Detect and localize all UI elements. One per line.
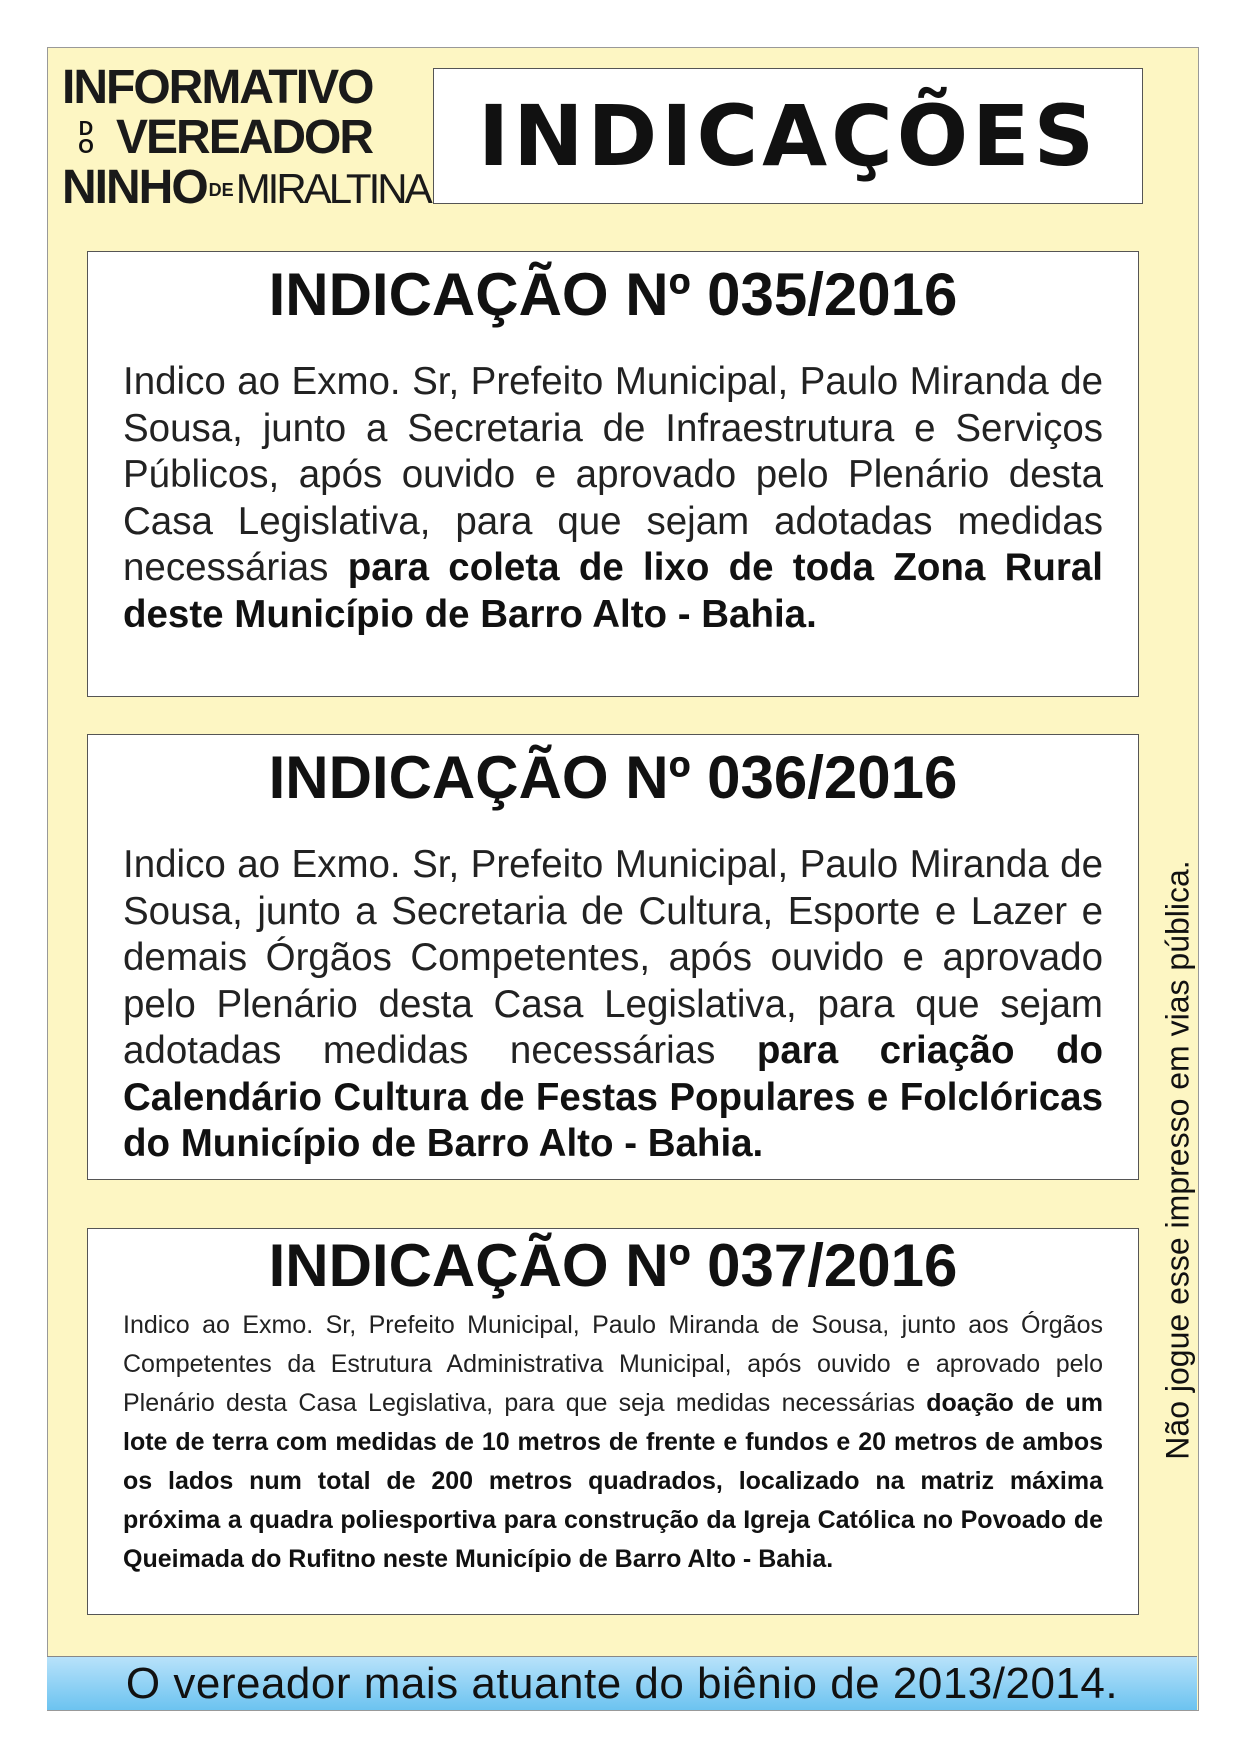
indication-title: INDICAÇÃO Nº 037/2016 xyxy=(268,1232,958,1299)
indication-text: Indico ao Exmo. Sr, Prefeito Municipal, Paulo Miranda de Sousa, junto a Secretaria de Infraestrutura e Serviços Públicos, após ouvido e aprovado pelo Plenário desta Casa Legislativa, para que sejam adotadas medidas necessárias para coleta de lixo de toda Zona Rural deste Município de Barro Alto - Bahia. xyxy=(123,360,1103,636)
indication-title: INDICAÇÃO Nº 035/2016 xyxy=(268,261,958,328)
informativo-logo xyxy=(62,61,434,214)
side-note: Não jogue esse impresso em vias pública. xyxy=(1159,860,1196,1460)
indication-highlight: doação de um lote de terra com medidas de 10 metros de frente e fundos e 20 metros de ambos os lados num total de 200 metros quadrados, localizado na matriz máxima próxima a quadra poliesportiva para construção da Igreja Católica no Povoado de Queimada do Rufitno neste Município de Barro Alto - Bahia. xyxy=(123,1389,1103,1573)
indication-highlight: para criação do Calendário Cultura de Festas Populares e Folclóricas do Município de Barro Alto - Bahia. xyxy=(123,1029,1103,1165)
indication-card xyxy=(87,734,1139,1180)
indication-title: INDICAÇÃO Nº 036/2016 xyxy=(268,744,958,811)
logo-line-name: NINHO DEMIRALTINA xyxy=(62,161,430,214)
logo-line-informativo: INFORMATIVO xyxy=(62,61,373,114)
indication-text: Indico ao Exmo. Sr, Prefeito Municipal, Paulo Miranda de Sousa, junto a Secretaria de Cultura, Esporte e Lazer e demais Órgãos Competentes, após ouvido e aprovado pelo Plenário desta Casa Legislativa, para que sejam adotadas medidas necessárias para criação do Calendário Cultura de Festas Populares e Folclóricas do Município de Barro Alto - Bahia. xyxy=(123,843,1103,1165)
indication-text: Indico ao Exmo. Sr, Prefeito Municipal, Paulo Miranda de Sousa, junto aos Órgãos Competentes da Estrutura Administrativa Municipal, após ouvido e aprovado pelo Plenário desta Casa Legislativa, para que seja medidas necessárias doação de um lote de terra com medidas de 10 metros de frente e fundos e 20 metros de ambos os lados num total de 200 metros quadrados, localizado na matriz máxima próxima a quadra poliesportiva para construção da Igreja Católica no Povoado de Queimada do Rufitno neste Município de Barro Alto - Bahia. xyxy=(123,1311,1103,1573)
footer-text: O vereador mais atuante do biênio de 2013/2014. xyxy=(125,1658,1119,1708)
header-title-box xyxy=(433,68,1143,204)
indication-card xyxy=(87,1228,1139,1615)
footer-banner xyxy=(47,1656,1197,1710)
logo-do: D O xyxy=(78,118,94,158)
indication-highlight: para coleta de lixo de toda Zona Rural deste Município de Barro Alto - Bahia. xyxy=(123,546,1103,636)
page-title: INDICAÇÕES xyxy=(477,87,1099,185)
indication-card xyxy=(87,251,1139,697)
logo-line-vereador: VEREADOR xyxy=(116,111,373,164)
